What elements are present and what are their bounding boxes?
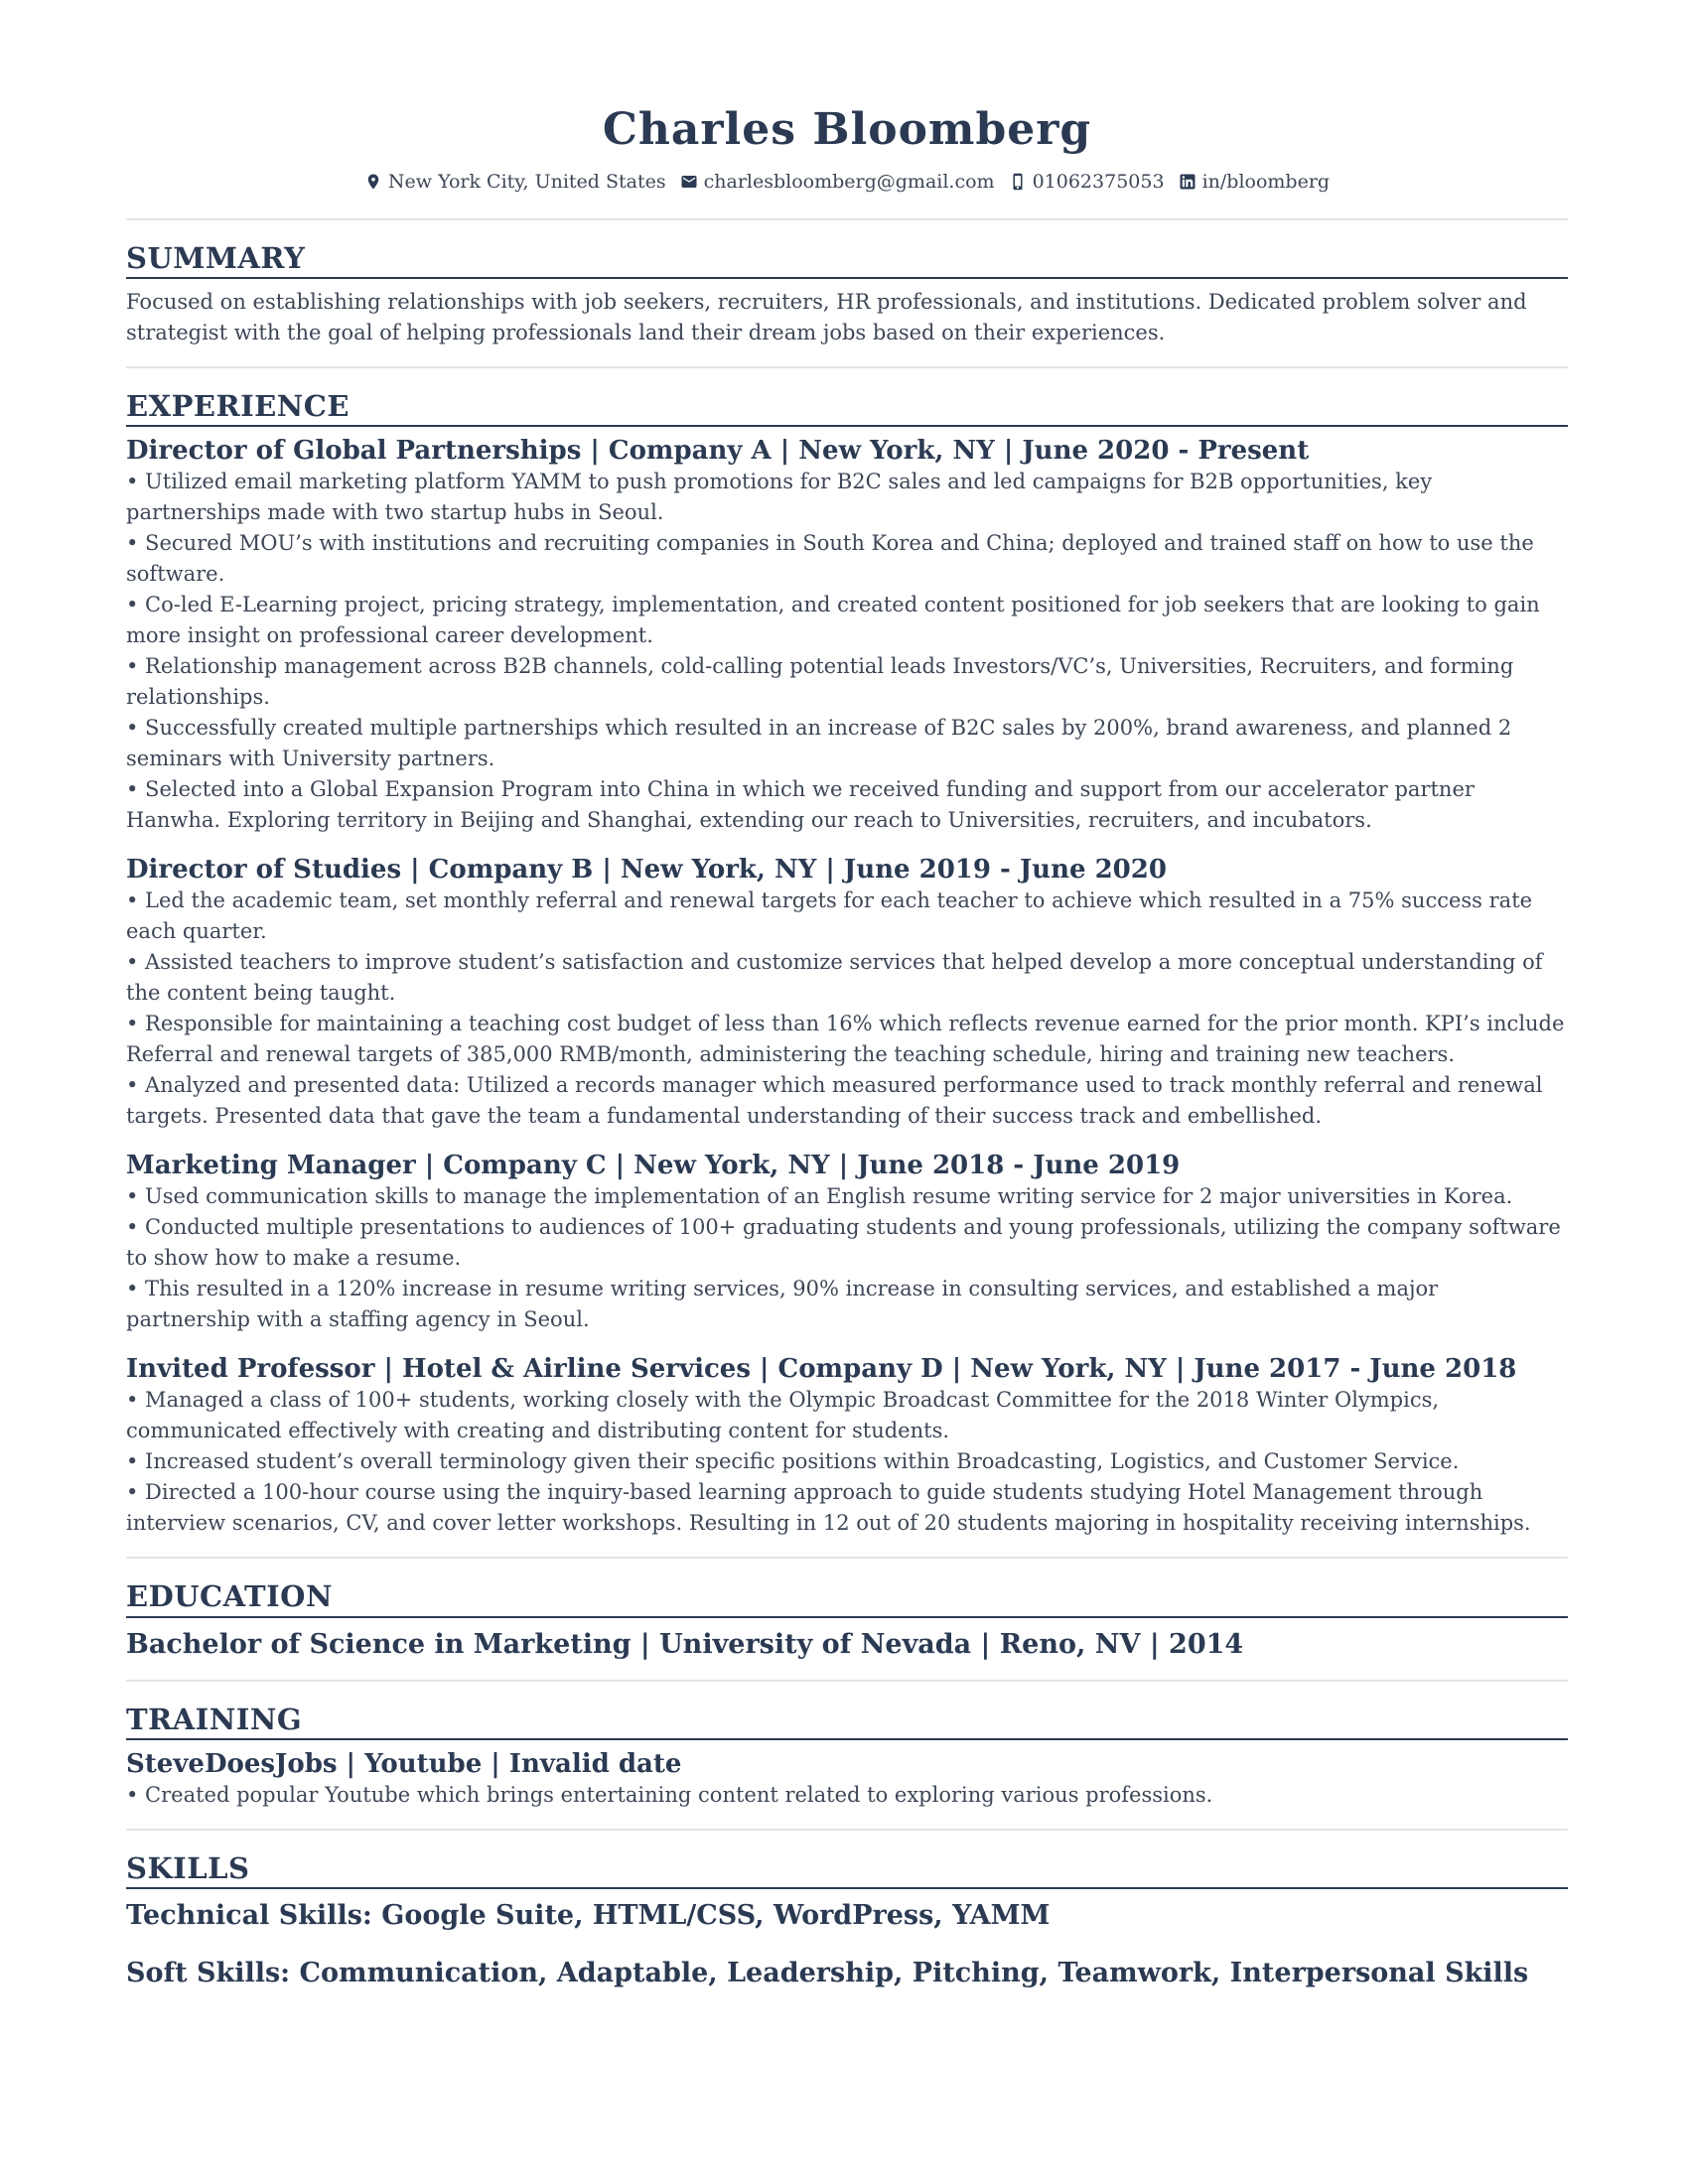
experience-title: EXPERIENCE: [126, 388, 1568, 427]
summary-text: Focused on establishing relationships with job seekers, recruiters, HR professionals, and institutions. Dedicated problem solver and strategist with the goal of helping professionals land their dream jobs based on their experiences.: [126, 290, 1527, 345]
skills-section: [126, 1831, 1568, 2008]
job-entry: [126, 854, 1568, 1132]
job-bullets: [126, 467, 1568, 836]
job-bullet: • Conducted multiple presentations to audiences of 100+ graduating students and young professionals, utilizing the company software to show how to make a resume.: [126, 1215, 1561, 1271]
contact-bar: [126, 171, 1568, 193]
job-heading: Marketing Manager | Company C | New York, NY | June 2018 - June 2019: [126, 1151, 1181, 1181]
skills-title: SKILLS: [126, 1850, 1568, 1889]
job-bullet: • Increased student’s overall terminology given their specific positions within Broadcasting, Logistics, and Customer Service.: [126, 1449, 1460, 1474]
job-bullet: • Used communication skills to manage the implementation of an English resume writing service for 2 major universities in Korea.: [126, 1184, 1513, 1209]
job-entry: [126, 435, 1568, 836]
job-entry: [126, 1353, 1568, 1539]
soft-skills: Soft Skills: Communication, Adaptable, Leadership, Pitching, Teamwork, Interpersonal Skills: [126, 1958, 1529, 1989]
training-bullets: [126, 1780, 1568, 1811]
job-bullet: • Directed a 100-hour course using the inquiry-based learning approach to guide students studying Hotel Management through interview scenarios, CV, and cover letter workshops. Resulting in 12 out of 20 students majoring in hospitality receiving internships.: [126, 1480, 1531, 1536]
job-bullet: • Led the academic team, set monthly referral and renewal targets for each teacher to achieve which resulted in a 75% success rate each quarter.: [126, 888, 1533, 944]
linkedin-text[interactable]: in/bloomberg: [1201, 170, 1331, 193]
training-title: TRAINING: [126, 1702, 1568, 1740]
job-heading: Director of Studies | Company B | New York, NY | June 2019 - June 2020: [126, 855, 1167, 886]
job-bullets: [126, 1385, 1568, 1539]
education-title: EDUCATION: [126, 1578, 1568, 1617]
training-entry: [126, 1748, 1568, 1811]
phone-text[interactable]: 01062375053: [1032, 170, 1165, 193]
training-heading: SteveDoesJobs | Youtube | Invalid date: [126, 1748, 682, 1779]
contact-linkedin[interactable]: [1179, 171, 1331, 193]
training-bullet: • Created popular Youtube which brings entertaining content related to exploring various professions.: [126, 1782, 1213, 1807]
contact-phone[interactable]: [1009, 171, 1165, 193]
job-heading: Invited Professor | Hotel & Airline Services | Company D | New York, NY | June 2017 - June 2018: [126, 1354, 1517, 1385]
job-heading: Director of Global Partnerships | Company A | New York, NY | June 2020 - Present: [126, 436, 1310, 467]
education-entry: Bachelor of Science in Marketing | University of Nevada | Reno, NV | 2014: [126, 1628, 1244, 1660]
job-bullets: [126, 886, 1568, 1132]
job-entry: [126, 1150, 1568, 1335]
phone-icon: [1009, 173, 1027, 191]
summary-section: [126, 220, 1568, 366]
job-bullets: [126, 1181, 1568, 1335]
contact-email[interactable]: [680, 171, 995, 193]
email-text[interactable]: charlesbloomberg@gmail.com: [703, 170, 995, 193]
job-bullet: • Successfully created multiple partnerships which resulted in an increase of B2C sales by 200%, brand awareness, and planned 2 seminars with University partners.: [126, 716, 1512, 771]
experience-section: [126, 368, 1568, 1557]
job-bullet: • Analyzed and presented data: Utilized a records manager which measured performance used to track monthly referral and renewal targets. Presented data that gave the team a fundamental understanding of their success track and embellished.: [126, 1073, 1543, 1129]
linkedin-icon: [1179, 173, 1196, 191]
job-bullet: • Responsible for maintaining a teaching cost budget of less than 16% which reflects revenue earned for the prior month. KPI’s include Referral and renewal targets of 385,000 RMB/month, administering the teaching schedule, hiring and training new teachers.: [126, 1012, 1565, 1067]
job-bullet: • Assisted teachers to improve student’s satisfaction and customize services that helped develop a more conceptual understanding of the content being taught.: [126, 950, 1543, 1006]
job-bullet: • This resulted in a 120% increase in resume writing services, 90% increase in consulting services, and established a major partnership with a staffing agency in Seoul.: [126, 1277, 1439, 1332]
job-bullet: • Managed a class of 100+ students, working closely with the Olympic Broadcast Committee for the 2018 Winter Olympics, communicated effectively with creating and distributing content for students.: [126, 1388, 1440, 1443]
job-bullet: • Co-led E-Learning project, pricing strategy, implementation, and created content positioned for job seekers that are looking to gain more insight on professional career development.: [126, 593, 1540, 648]
technical-skills: Technical Skills: Google Suite, HTML/CSS, WordPress, YAMM: [126, 1900, 1051, 1932]
candidate-name: Charles Bloomberg: [602, 104, 1092, 155]
training-section: [126, 1682, 1568, 1829]
job-bullet: • Secured MOU’s with institutions and recruiting companies in South Korea and China; deployed and trained staff on how to use the software.: [126, 531, 1534, 587]
summary-title: SUMMARY: [126, 240, 1568, 279]
location-text: New York City, United States: [387, 170, 666, 193]
job-bullet: • Relationship management across B2B channels, cold-calling potential leads Investors/VC’s, Universities, Recruiters, and forming relationships.: [126, 654, 1514, 710]
contact-location: [364, 171, 666, 193]
job-bullet: • Utilized email marketing platform YAMM to push promotions for B2C sales and led campaigns for B2B opportunities, key partnerships made with two startup hubs in Seoul.: [126, 470, 1433, 525]
map-pin-icon: [364, 173, 382, 191]
job-bullet: • Selected into a Global Expansion Program into China in which we received funding and support from our accelerator partner Hanwha. Exploring territory in Beijing and Shanghai, extending our reach to Universities, recruiters, and incubators.: [126, 777, 1475, 833]
education-section: [126, 1559, 1568, 1679]
envelope-icon: [680, 173, 698, 191]
